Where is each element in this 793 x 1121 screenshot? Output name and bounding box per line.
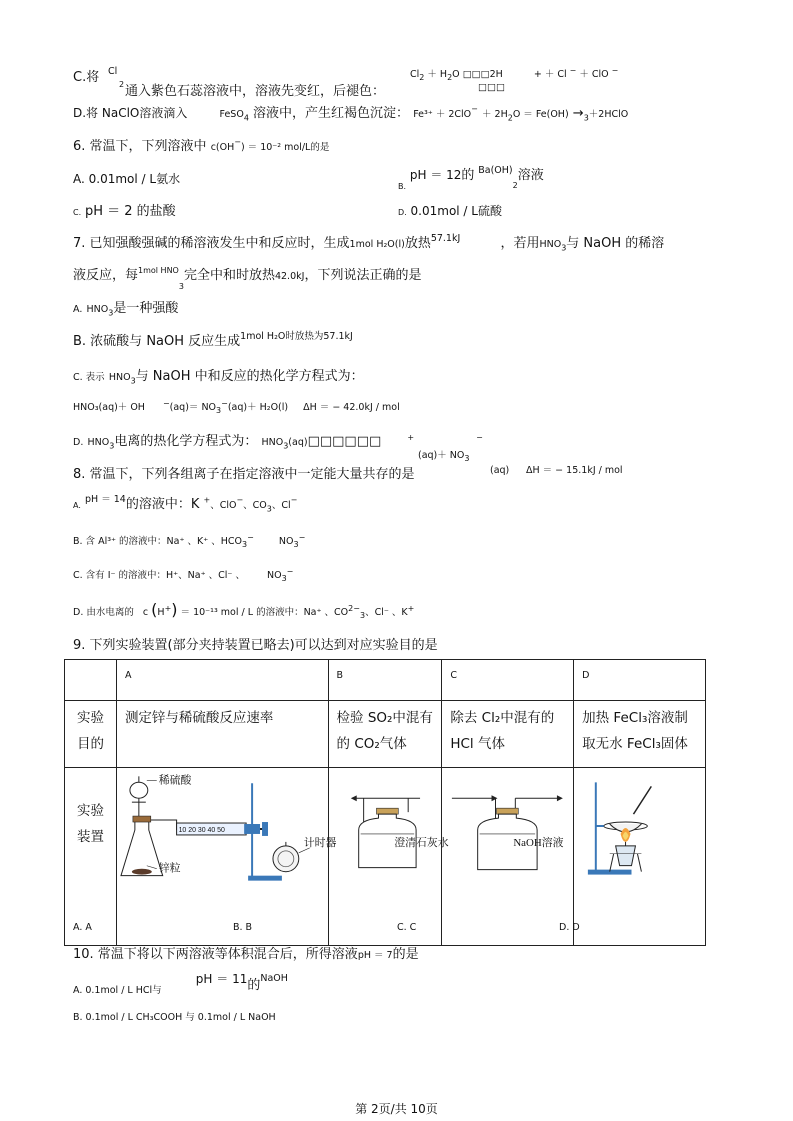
option-c-label: C.将 [73, 70, 100, 85]
question-8-stem: 8. 常温下，下列各组离子在指定溶液中一定能大量共存的是 [73, 467, 415, 482]
question-9-choice-c: C. C [397, 922, 417, 933]
apparatus-c-image [442, 768, 573, 885]
subscript: 2 [119, 80, 125, 89]
question-8-option-a: A. $^{pH = 14}$的溶液中：K +、ClO−、$CO_3$、Cl− [73, 494, 298, 514]
table-corner-cell [65, 660, 117, 701]
question-9-stem: 9. 下列实验装置(部分夹持装置已略去)可以达到对应实验目的是 [73, 638, 438, 653]
apparatus-d-image [574, 768, 705, 885]
question-9-choice-a: A. A [73, 922, 92, 933]
apparatus-a-image [117, 768, 337, 885]
question-10-option-a: $_{A. 0.1mol / L HCl与}$ pH ＝ 11的NaOH [73, 972, 288, 996]
equation-c: $Cl_2 + H_2O$ □□□2H + ＋ Cl − ＋ ClO − [410, 66, 619, 83]
question-9-choice-b: B. B [233, 922, 253, 933]
experiment-table [64, 659, 706, 946]
question-8-option-d: D. 由水电离的 c (H+) ＝ 10⁻¹³ mol / L 的溶液中：Na⁺ 、$CO^{2-}_3$、Cl⁻ 、K+ [73, 600, 415, 620]
column-header-a: A [116, 660, 328, 701]
column-header-b: B [328, 660, 442, 701]
question-8-option-c: C. 含有 I⁻ 的溶液中：H⁺、Na⁺ 、Cl⁻ 、 $NO_3^-$ [73, 567, 294, 584]
label-syringe-scale: 10 20 30 40 50 [178, 826, 225, 834]
apparatus-c-cell [442, 768, 574, 946]
question-7-option-b: B. 浓硫酸与 NaOH 反应生成$^{1mol H_2O时放热为57.1kJ}$ [73, 331, 353, 349]
question-6-stem: 6. 常温下，下列溶液中 c(OH−) ＝ 10⁻² mol/L的是 [73, 137, 330, 154]
apparatus-d-cell [574, 768, 706, 946]
question-6-option-c: C. pH ＝ 2 的盐酸 [73, 204, 176, 219]
purpose-d: 加热 FeCl₃溶液制取无水 FeCl₃固体 [574, 701, 706, 768]
question-9-choice-d: D. D [559, 922, 580, 933]
question-7-equation-d: $(aq)+ NO_3$ [418, 450, 470, 463]
question-6-option-d: D. 0.01mol / L硫酸 [398, 204, 502, 218]
question-7-equation-d-dh: ΔH ＝ − 15.1kJ / mol [526, 465, 623, 476]
label-zinc: 锌粒 [158, 862, 181, 875]
question-6-option-a: A. 0.01mol / L氨水 [73, 172, 181, 186]
purpose-b: 检验 SO₂中混有的 CO₂气体 [328, 701, 442, 768]
purpose-a: 测定锌与稀硫酸反应速率 [116, 701, 328, 768]
cl2-formula: Cl [108, 66, 118, 77]
row-label-purpose: 实验目的 [65, 701, 117, 768]
apparatus-b-image [329, 768, 449, 885]
column-header-d: D [574, 660, 706, 701]
question-8-option-b: B. 含 Al³⁺ 的溶液中：Na⁺ 、K⁺ 、$HCO_3^-$ $NO_3^-$ [73, 533, 306, 550]
option-c-text: 通入紫色石蕊溶液中，溶液先变红，后褪色： [125, 84, 386, 99]
apparatus-b-cell [328, 768, 449, 946]
apparatus-a-cell [116, 768, 337, 946]
row-label-device: 实验装置 [65, 768, 117, 946]
question-10-stem: 10. 常温下将以下两溶液等体积混合后，所得溶液pH ＝ 7的是 [73, 947, 419, 962]
option-d-line: D.将 NaClO溶液滴入 FeSO$_4$ 溶液中，产生红褐色沉淀： $Fe^{3+} + 2ClO^- + 2H_2O = Fe(OH)$ $\to_3+2HClO$ [73, 104, 629, 123]
question-7-stem-line1: 7. 已知强酸强碱的稀溶液发生中和反应时，生成1mol H₂O(l)放热$^{57.1kJ}$ ，若用$HNO_3$与 NaOH 的稀溶 [73, 233, 665, 253]
label-limewater: 澄清石灰水 [393, 836, 449, 849]
label-naoh-solution: NaOH溶液 [513, 836, 564, 849]
column-header-c: C [442, 660, 574, 701]
question-7-option-a: A. $HNO_3$是一种强酸 [73, 301, 179, 318]
question-7-option-c: C. 表示 $HNO_3$与 NaOH 中和反应的热化学方程式为： [73, 369, 364, 386]
page-footer: 第 2页/共 10页 [355, 1102, 438, 1116]
question-10-option-b: B. 0.1mol / L CH₃COOH 与 0.1mol / L NaOH [73, 1012, 276, 1023]
purpose-c: 除去 Cl₂中混有的 HCl 气体 [442, 701, 574, 768]
label-timer: 计时器 [303, 836, 337, 849]
question-6-option-b: $_{B.}$ pH ＝ 12的 $^{Ba(OH)}_2$溶液 [398, 165, 544, 191]
question-7-option-d: D. $HNO_3$电离的热化学方程式为： $HNO_3(aq)□□□□□□$ + − [73, 432, 483, 451]
label-dilute-acid: 稀硫酸 [158, 774, 192, 787]
question-7-equation-c: HNO₃(aq)＋ OH $^-(aq)= NO_3^-(aq)+ H_2O(l) \Delta H$ ＝ − 42.0kJ / mol [73, 399, 400, 416]
equation-c-boxes: □□□ [478, 82, 505, 93]
question-7-equation-d-aq: (aq) [490, 465, 510, 476]
question-7-stem-line2: 液反应，每$^{1mol HNO}_3$完全中和时放热42.0kJ，下列说法正确的是 [73, 266, 422, 291]
